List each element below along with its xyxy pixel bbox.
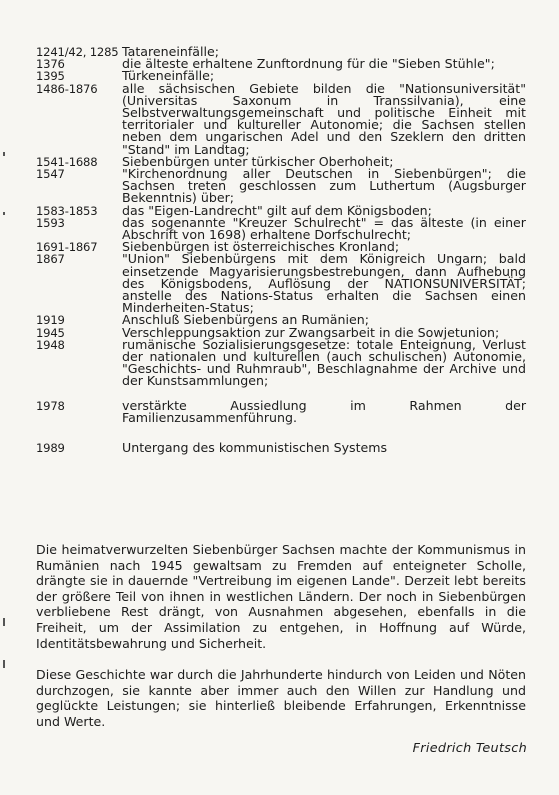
timeline-text: Tatareneinfälle;: [122, 44, 219, 59]
paragraph: Die heimatverwurzelten Siebenbürger Sachsen machte der Kommunismus in Rumänien nach 1945 gewaltsam zu Fremden auf enteigneter Scholle, drängte sie in dauernde "Vertreibung im eigenen Lande". Derzeit lebt bereits der größere Teil von ihnen in westlichen Ländern. Der noch in Siebenbürgen verbliebene Rest drängt, von Ausnahmen abgesehen, ebenfalls in die Freiheit, um der Assimilation zu entgehen, in Hoffnung auf Würde, Identitätsbewahrung und Sicherheit.: [36, 542, 526, 651]
timeline-text: Türkeneinfälle;: [122, 68, 215, 84]
timeline-year: 1376: [36, 57, 65, 72]
timeline-text: alle sächsischen Gebiete bilden die "Nationsuniversität" (Universitas Saxonum in Transsilvania), eine Selbstverwaltungsgemeinschaft und politische Einheit mit territorialer und kultureller Autonomie; die Sachsen stellen neben dem ungarischen Adel und den Szeklern den dritten "Stand" im Landtag;: [122, 80, 526, 157]
scan-mark: [3, 152, 5, 156]
timeline-text: "Kirchenordnung aller Deutschen in Siebenbürgen"; die Sachsen treten geschlossen zum Luthertum (Augsburger Bekenntnis) über;: [122, 166, 526, 206]
timeline-row: [36, 214, 526, 243]
timeline-year: 1541-1688: [36, 154, 98, 169]
timeline-row: [36, 58, 526, 70]
scan-mark: [3, 618, 5, 626]
author-signature: Friedrich Teutsch: [412, 741, 527, 756]
scan-mark: [3, 212, 5, 215]
timeline-text: Siebenbürgen ist österreichisches Kronland;: [122, 239, 400, 255]
timeline-year: 1945: [36, 325, 65, 340]
timeline: [36, 46, 526, 454]
body-text: [36, 542, 526, 746]
timeline-text: rumänische Sozialisierungsgesetze: totale Enteignung, Verlust der nationalen und kulturellen (auch schulischen) Autonomie, "Geschichts- und Ruhmraub", Beschlagnahme der Archive und der Kunstsammlungen;: [122, 336, 526, 389]
timeline-text: Untergang des kommunistischen Systems: [122, 440, 388, 456]
timeline-row: [36, 442, 526, 454]
timeline-text: die älteste erhaltene Zunftordnung für die "Sieben Stühle";: [122, 56, 495, 72]
timeline-year: 1978: [36, 398, 65, 413]
timeline-year: 1919: [36, 313, 65, 328]
timeline-year: 1583-1853: [36, 203, 98, 218]
timeline-year: 1486-1876: [36, 81, 98, 96]
timeline-year: 1395: [36, 69, 65, 84]
timeline-year: 1867: [36, 252, 65, 267]
timeline-row: [36, 253, 526, 314]
timeline-text: Anschluß Siebenbürgens an Rumänien;: [122, 312, 369, 328]
paragraph: Diese Geschichte war durch die Jahrhunderte hindurch von Leiden und Nöten durchzogen, sie kannte aber immer auch den Willen zur Handlung und geglückte Leistungen; sie hinterließ bleibende Erfahrungen, Erkenntnisse und Werte.: [36, 667, 526, 729]
timeline-year: 1547: [36, 167, 65, 182]
timeline-row: [36, 336, 526, 389]
timeline-row: [36, 80, 526, 157]
timeline-year: 1948: [36, 337, 65, 352]
timeline-year: 1593: [36, 215, 65, 230]
timeline-year: 1989: [36, 441, 65, 456]
scan-mark: [3, 660, 5, 668]
timeline-text: Siebenbürgen unter türkischer Oberhoheit;: [122, 153, 394, 169]
timeline-year: 1241/42, 1285: [36, 45, 119, 59]
timeline-text: verstärkte Aussiedlung im Rahmen der Familienzusammenführung.: [122, 397, 526, 425]
timeline-text: das sogenannte "Kreuzer Schulrecht" = das älteste (in einer Abschrift von 1698) erhaltene Dorfschulrecht;: [122, 214, 526, 243]
timeline-text: "Union" Siebenbürgens mit dem Königreich Ungarn; bald einsetzende Magyarisierungsbestrebungen, dann Aufhebung des Königsbodens, Auflösung der NATIONSUNIVERSITÄT; anstelle des Nations-Status erhalten die Sachsen einen Minderheiten-Status;: [122, 251, 526, 316]
timeline-text: das "Eigen-Landrecht" gilt auf dem Königsboden;: [122, 202, 432, 218]
timeline-row: [36, 397, 526, 425]
timeline-text: Verschleppungsaktion zur Zwangsarbeit in die Sowjetunion;: [122, 324, 500, 340]
timeline-row: [36, 168, 526, 205]
timeline-year: 1691-1867: [36, 240, 98, 255]
